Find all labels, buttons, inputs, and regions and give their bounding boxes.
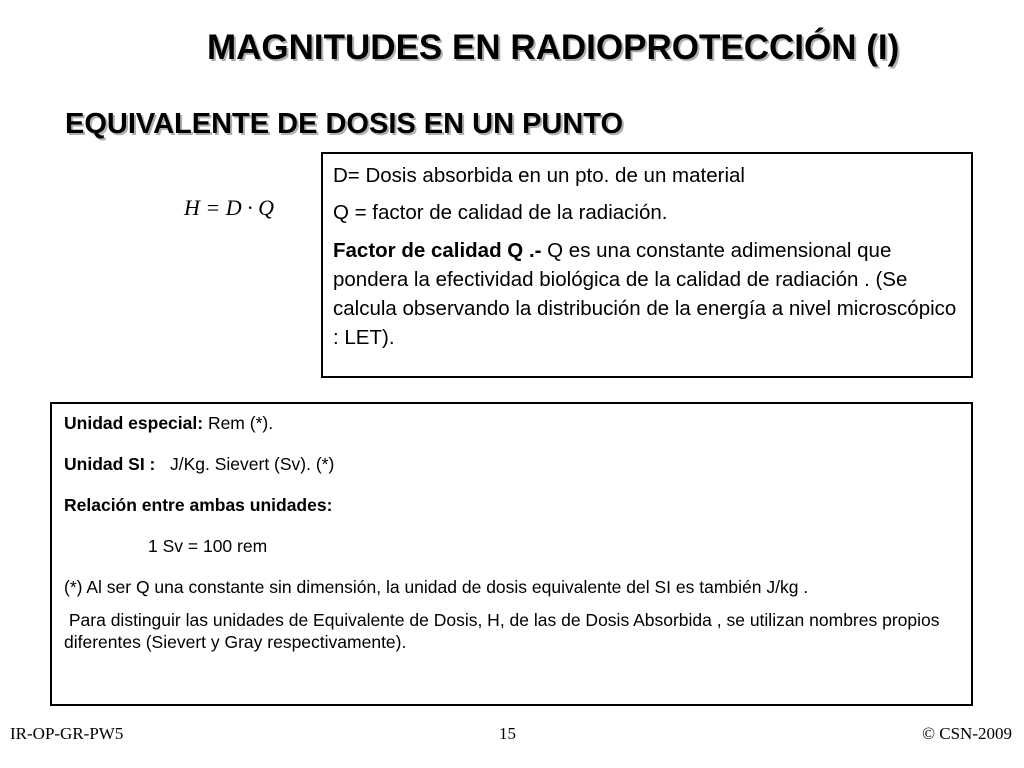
special-unit-value: Rem (*). [203,413,274,433]
special-unit-label: Unidad especial: [64,413,204,433]
quality-factor-label: Factor de calidad Q .- [333,239,542,262]
special-unit-line [64,412,961,434]
si-unit-line [64,453,961,475]
definition-q: Q = factor de calidad de la radiación. [333,201,668,224]
footer-code: IR-OP-GR-PW5 [10,724,124,743]
quality-factor-definition [333,236,961,352]
relation-value: 1 Sv = 100 rem [148,536,268,556]
slide-subtitle: EQUIVALENTE DE DOSIS EN UN PUNTO [65,108,624,140]
distinction-paragraph: Para distinguir las unidades de Equivalente de Dosis, H, de las de Dosis Absorbida , se utilizan nombres propios diferentes (Sievert y Gray respectivamente). [64,610,945,652]
quality-factor-text: Q es una constante adimensional que pondera la efectividad biológica de la calidad de radiación . (Se calcula observando la distribución de la energía a nivel microscópico : LET). [333,239,957,349]
footer-page-number: 15 [499,724,516,743]
definition-d: D= Dosis absorbida en un pto. de un material [333,164,745,187]
slide-title: MAGNITUDES EN RADIOPROTECCIÓN (I) [207,28,900,67]
note-paragraph: (*) Al ser Q una constante sin dimensión, la unidad de dosis equivalente del SI es también J/kg . [64,577,809,597]
footer-copyright: © CSN-2009 [922,724,1012,743]
si-unit-value: J/Kg. Sievert (Sv). (*) [155,454,335,474]
dose-equivalent-formula: H = D · Q [184,195,275,220]
relation-label: Relación entre ambas unidades: [64,495,333,515]
units-box [50,402,973,706]
definitions-box [321,152,973,378]
si-unit-label: Unidad SI : [64,454,156,474]
